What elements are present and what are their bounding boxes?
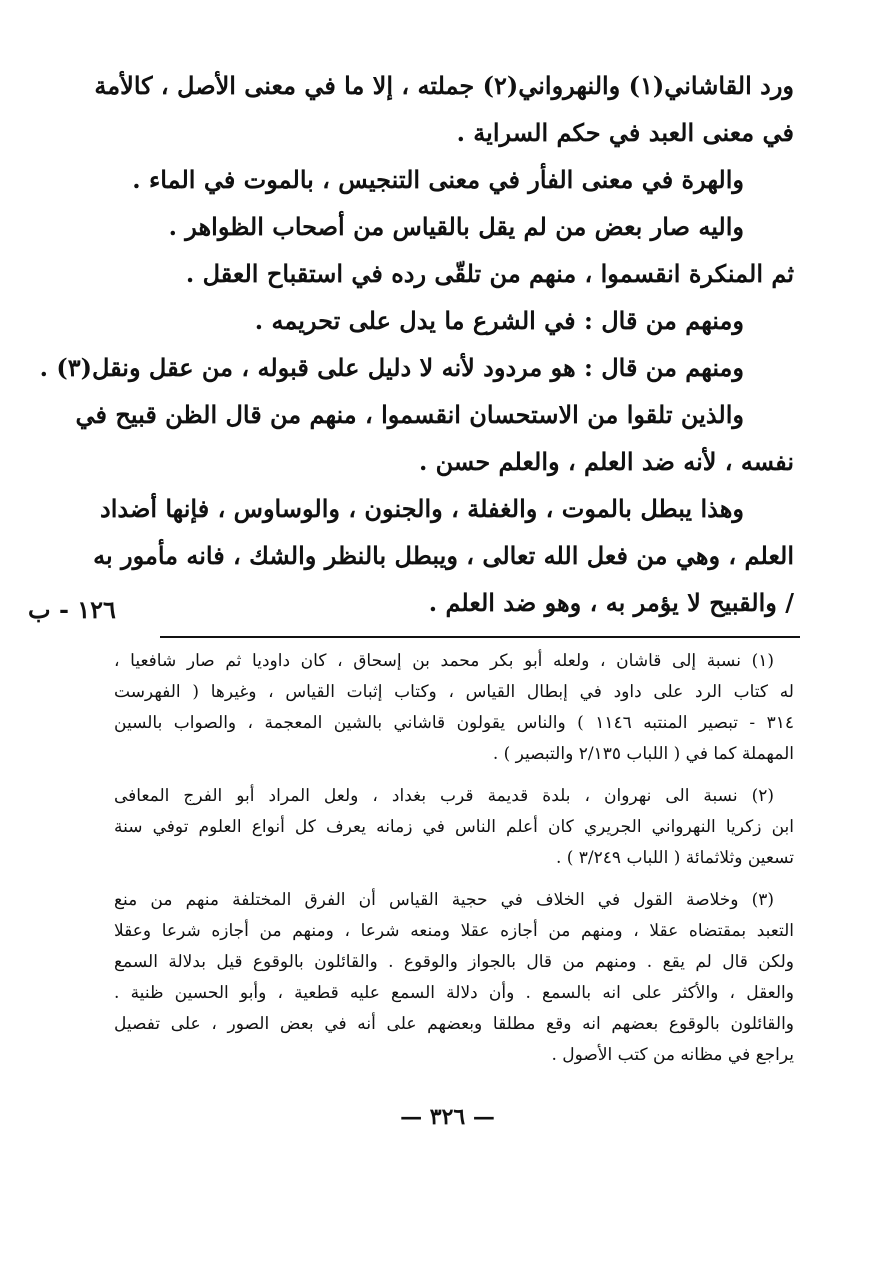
footnote-line: (١) نسبة إلى قاشان ، ولعله أبو بكر محمد بن إسحاق ، كان داوديا ثم صار شافعيا ،: [114, 651, 774, 671]
footnote-1: [114, 646, 794, 770]
footnote-line: التعبد بمقتضاه عقلا ، ومنهم من أجازه عقلا ومنعه شرعا ، ومنهم من أجازه شرعا وعقلا: [114, 921, 794, 941]
footnote-line: (٢) نسبة الى نهروان ، بلدة قديمة قرب بغداد ، ولعل المراد أبو الفرج المعافى: [114, 786, 774, 806]
body-line: نفسه ، لأنه ضد العلم ، والعلم حسن .: [418, 447, 794, 476]
body-line: العلم ، وهي من فعل الله تعالى ، ويبطل بالنظر والشك ، فانه مأمور به: [93, 541, 794, 570]
body-line: في معنى العبد في حكم السراية .: [456, 118, 794, 147]
body-line: ومنهم من قال : في الشرع ما يدل على تحريمه .: [254, 306, 744, 335]
footnote-3: [114, 885, 794, 1071]
footnote-line: ٣١٤ - تبصير المنتبه ١١٤٦ ) والناس يقولون قاشاني بالشين المعجمة ، والصواب بالسين: [114, 713, 794, 733]
footnote-line: والعقل ، والأكثر على انه بالسمع . وأن دلالة السمع عليه قطعية ، وأبو الحسين ظنية .: [114, 983, 794, 1003]
footnote-line: المهملة كما في ( اللباب ٢/١٣٥ والتبصير ) .: [492, 744, 794, 764]
footnote-line: والقائلون بالوقوع بعضهم انه وقع مطلقا وبعضهم على أنه في بعض الصور ، على تفصيل: [114, 1014, 794, 1034]
footnote-line: له كتاب الرد على داود في إبطال القياس ، وكتاب إثبات القياس ، وغيرها ( الفهرست: [114, 682, 794, 702]
body-line: والذين تلقوا من الاستحسان انقسموا ، منهم من قال الظن قبيح في: [75, 400, 744, 429]
body-line: ومنهم من قال : هو مردود لأنه لا دليل على قبوله ، من عقل ونقل(٣) .: [39, 353, 744, 382]
body-line: واليه صار بعض من لم يقل بالقياس من أصحاب الظواهر .: [168, 212, 744, 241]
footnote-line: ولكن قال لم يقع . ومنهم من قال بالجواز والوقوع . والقائلون بالوقوع قيل بدلالة السمع: [114, 952, 794, 972]
footnote-separator: [160, 636, 800, 638]
body-line: وهذا يبطل بالموت ، والغفلة ، والجنون ، والوساوس ، فإنها أضداد: [100, 494, 744, 523]
manuscript-folio-marker: ١٢٦ - ب: [28, 595, 116, 624]
footnotes-block: [114, 646, 794, 1071]
footnote-line: ابن زكريا النهرواني الجريري كان أعلم الناس في زمانه يعرف كل أنواع العلوم توفي سنة: [114, 817, 794, 837]
footnote-line: تسعين وثلاثمائة ( اللباب ٣/٢٤٩ ) .: [555, 848, 794, 868]
footnote-line: يراجع في مظانه من كتب الأصول .: [551, 1045, 794, 1065]
page-number: — ٣٢٦ —: [400, 1104, 495, 1130]
body-line: ورد القاشاني(١) والنهرواني(٢) جملته ، إلا ما في معنى الأصل ، كالأمة: [94, 71, 794, 100]
body-line: / والقبيح لا يؤمر به ، وهو ضد العلم .: [428, 588, 794, 617]
body-line: والهرة في معنى الفأر في معنى التنجيس ، بالموت في الماء .: [132, 165, 744, 194]
footnote-2: [114, 781, 794, 874]
footnote-line: (٣) وخلاصة القول في الخلاف في حجية القياس أن الفرق المختلفة منهم من منع: [114, 890, 774, 910]
body-line: ثم المنكرة انقسموا ، منهم من تلقّى رده في استقباح العقل .: [185, 259, 794, 288]
